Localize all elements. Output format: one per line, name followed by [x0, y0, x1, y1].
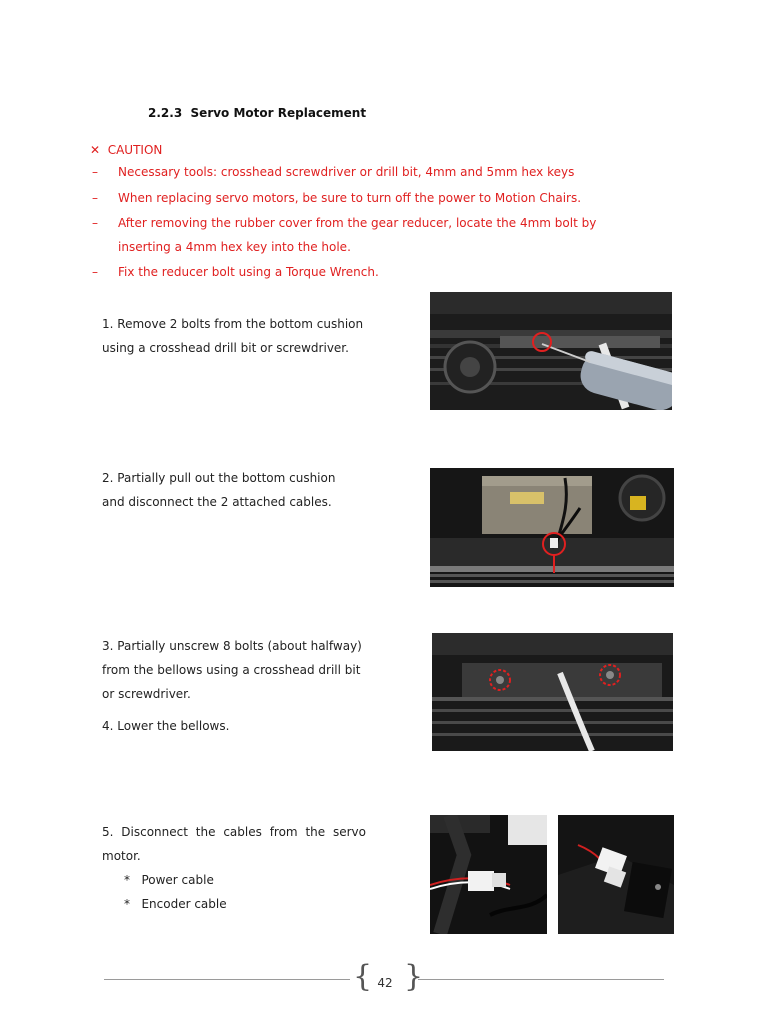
- step-1-photo: [430, 292, 672, 410]
- footer-rule-right: [418, 979, 664, 980]
- step-5-photo-encoder-cable: [558, 815, 674, 934]
- power-cable-photo: [430, 815, 547, 934]
- asterisk-icon: *: [124, 873, 130, 887]
- bellows-bolts-photo: [432, 633, 673, 751]
- step-5-text: 5. Disconnect the cables from the servo motor.: [102, 825, 366, 863]
- step-5-subitem: * Power cable: [124, 873, 214, 887]
- left-brace-icon: {: [353, 959, 373, 994]
- section-title: Servo Motor Replacement: [190, 106, 367, 120]
- dash-icon: –: [92, 165, 98, 179]
- dash-icon: –: [92, 265, 98, 279]
- step-5-subitem: * Encoder cable: [124, 897, 227, 911]
- step-1-text: 1. Remove 2 bolts from the bottom cushion using a crosshead drill bit or screwdriver.: [102, 317, 364, 355]
- caution-item: – When replacing servo motors, be sure to turn off the power to Motion Chairs.: [92, 186, 592, 210]
- caution-item: – Necessary tools: crosshead screwdriver or drill bit, 4mm and 5mm hex keys: [92, 160, 592, 184]
- step-5-photo-power-cable: [430, 815, 547, 934]
- section-number: 2.2.3: [148, 106, 183, 120]
- caution-title: CAUTION: [107, 143, 163, 157]
- dash-icon: –: [92, 216, 98, 230]
- caution-x-icon: ✕: [90, 143, 101, 157]
- footer-rule-left: [104, 979, 350, 980]
- cushion-bolts-photo: [430, 292, 672, 410]
- page-number: 42: [377, 976, 393, 990]
- right-brace-icon: }: [404, 959, 424, 994]
- asterisk-icon: *: [124, 897, 130, 911]
- encoder-cable-photo: [558, 815, 674, 934]
- step-2-photo: [430, 468, 674, 587]
- caution-header: [90, 143, 162, 157]
- cushion-cables-photo: [430, 468, 674, 587]
- step-3-text: 3. Partially unscrew 8 bolts (about halfway) from the bellows using a crosshead drill bit or screwdriver.: [102, 639, 362, 701]
- section-heading: [148, 106, 366, 120]
- dash-icon: –: [92, 191, 98, 205]
- step-3-photo: [432, 633, 673, 751]
- caution-item: – After removing the rubber cover from the gear reducer, locate the 4mm bolt by inserting a 4mm hex key into the hole.: [92, 211, 592, 259]
- step-4-text: 4. Lower the bellows.: [102, 719, 230, 733]
- step-2-text: 2. Partially pull out the bottom cushion and disconnect the 2 attached cables.: [102, 471, 336, 509]
- caution-item: – Fix the reducer bolt using a Torque Wrench.: [92, 260, 592, 284]
